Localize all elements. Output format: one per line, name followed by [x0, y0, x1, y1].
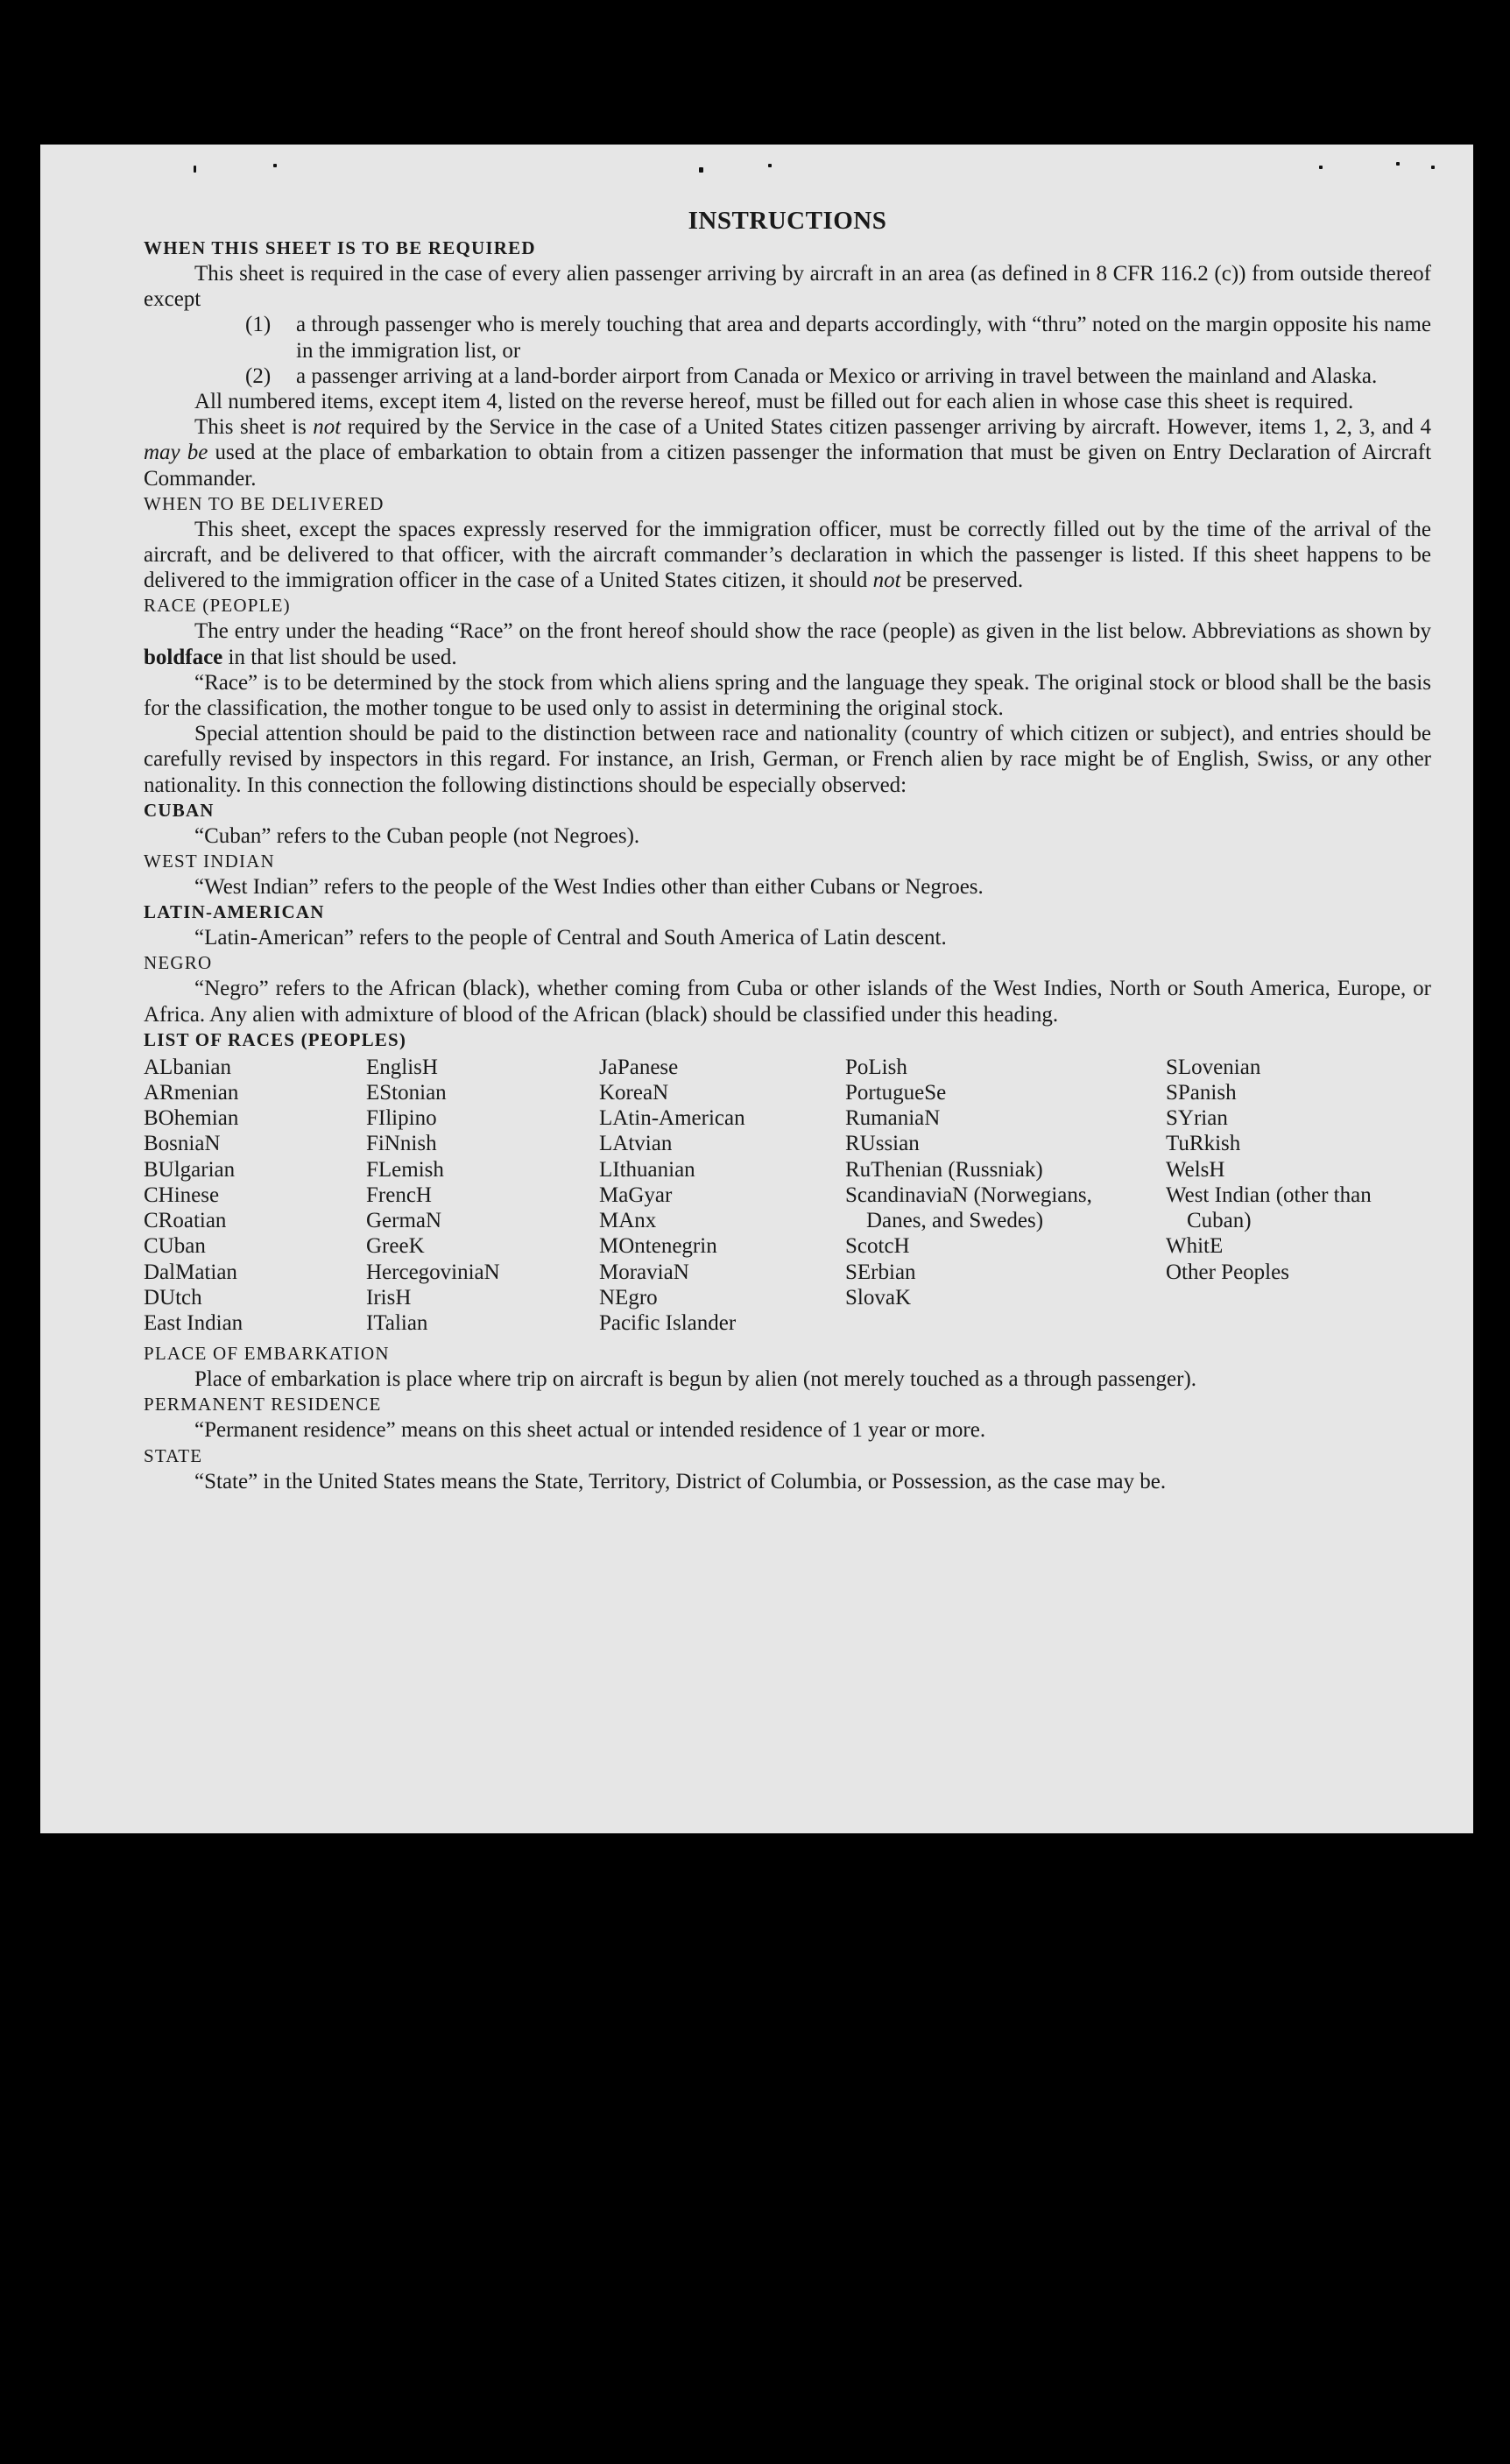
race-entry: RumaniaN — [845, 1106, 941, 1131]
race-entry: BUlgarian — [144, 1157, 236, 1182]
numbered-items-paragraph: All numbered items, except item 4, listed on the reverse hereof, must be filled out for each alien in whose case this sheet is required. — [194, 390, 1354, 414]
text-run: in that list should be used. — [222, 645, 457, 669]
race-entry: LAtvian — [599, 1132, 673, 1156]
race-entry: IrisH — [366, 1285, 412, 1310]
race-entry: Pacific Islander — [599, 1310, 737, 1335]
page-title: INSTRUCTIONS — [688, 207, 887, 235]
race-entry: ARmenian — [144, 1081, 239, 1105]
race-entry: WhitE — [1166, 1234, 1224, 1259]
item-text: a passenger arriving at a land-border airport from Canada or Mexico or arriving in travel between the mainland and Alaska. — [296, 364, 1378, 388]
race-entry: PortugueSe — [845, 1081, 947, 1105]
item-number: (1) — [245, 313, 272, 337]
heading-race: RACE (PEOPLE) — [144, 595, 291, 617]
bold-word: boldface — [144, 645, 223, 669]
races-column-5 — [1166, 1055, 1431, 1336]
race-entry: FIlipino — [366, 1106, 437, 1131]
heading-state: STATE — [144, 1444, 203, 1466]
state-text: “State” in the United States means the State, Territory, District of Columbia, or Possession, as the case may be. — [194, 1469, 1167, 1493]
race-entry: FiNnish — [366, 1132, 437, 1156]
race-entry: HercegoviniaN — [366, 1260, 500, 1284]
race-entry: MaGyar — [599, 1183, 673, 1207]
race-entry: SLovenian — [1166, 1055, 1261, 1079]
heading-west-indian: WEST INDIAN — [144, 851, 275, 872]
heading-when-delivered: WHEN TO BE DELIVERED — [144, 492, 385, 514]
race-entry: FLemish — [366, 1157, 444, 1182]
race-entry: DUtch — [144, 1285, 202, 1310]
race-entry: CRoatian — [144, 1209, 227, 1233]
race-entry: JaPanese — [599, 1055, 679, 1079]
race-entry: EnglisH — [366, 1055, 438, 1079]
item-number: (2) — [245, 364, 272, 388]
text-run: The entry under the heading “Race” on the front hereof should show the race (people) as given in the list below. Abbreviations as shown by — [194, 619, 1431, 644]
race-entry: Other Peoples — [1166, 1260, 1289, 1284]
race-entry: GermaN — [366, 1209, 442, 1233]
race-entry: WelsH — [1166, 1157, 1225, 1182]
heading-list-of-races: LIST OF RACES (PEOPLES) — [144, 1028, 407, 1050]
race-paragraph-3: Special attention should be paid to the distinction between race and nationality (country of which citizen or subject), and entries should be carefully revised by inspectors in this regard. For instance, an Irish, German, or French alien by race might be of English, Swiss, or any other nationality. In this connection the following distinctions should be especially observed: — [144, 722, 1431, 797]
race-entry: MoraviaN — [599, 1260, 689, 1284]
residence-text: “Permanent residence” means on this sheet actual or intended residence of 1 year or more. — [194, 1418, 986, 1443]
item-text: a through passenger who is merely touching that area and departs accordingly, with “thru” noted on the margin opposite his name in the immigration list, or — [296, 313, 1431, 363]
latin-american-text: “Latin-American” refers to the people of Central and South America of Latin descent. — [194, 926, 947, 950]
text-run: This sheet is — [194, 415, 314, 440]
heading-cuban: CUBAN — [144, 799, 215, 821]
races-list — [144, 1055, 1431, 1336]
embarkation-text: Place of embarkation is place where trip on aircraft is begun by alien (not merely touched as a through passenger). — [194, 1367, 1197, 1392]
race-entry: MOntenegrin — [599, 1234, 717, 1259]
text-run: be preserved. — [900, 568, 1024, 593]
heading-latin-american: LATIN-AMERICAN — [144, 901, 325, 923]
race-entry: LIthuanian — [599, 1157, 695, 1182]
race-entry: CUban — [144, 1234, 206, 1259]
races-column-3 — [599, 1055, 845, 1336]
race-entry: CHinese — [144, 1183, 220, 1207]
race-entry: KoreaN — [599, 1081, 669, 1105]
race-entry: TuRkish — [1166, 1132, 1241, 1156]
races-column-1 — [144, 1055, 366, 1336]
races-column-2 — [366, 1055, 599, 1336]
race-entry: East Indian — [144, 1310, 243, 1335]
negro-text: “Negro” refers to the African (black), whether coming from Cuba or other islands of the West Indies, North or South America, Europe, or Africa. Any alien with admixture of blood of the African (black) should be classified under this heading. — [144, 977, 1431, 1027]
race-entry: EStonian — [366, 1081, 447, 1105]
document-sheet — [40, 145, 1473, 1833]
race-paragraph-2: “Race” is to be determined by the stock from which aliens spring and the language they speak. The original stock or blood shall be the basis for the classification, the mother tongue to be used only to assist in determining the original stock. — [144, 670, 1431, 721]
race-entry: ScotcH — [845, 1234, 910, 1259]
race-entry: BOhemian — [144, 1106, 239, 1131]
race-entry: ALbanian — [144, 1055, 231, 1079]
race-entry: SYrian — [1166, 1106, 1228, 1131]
races-column-4 — [845, 1055, 1166, 1336]
italic-may-be: may be — [144, 441, 208, 465]
race-entry: BosniaN — [144, 1132, 221, 1156]
heading-when-required: WHEN THIS SHEET IS TO BE REQUIRED — [144, 237, 536, 258]
race-entry: RuThenian (Russniak) — [845, 1157, 1043, 1182]
delivery-paragraph — [144, 517, 1431, 594]
race-entry: SlovaK — [845, 1285, 911, 1310]
citizen-paragraph — [144, 414, 1431, 491]
race-entry: ScandinaviaN (Norwegians, Danes, and Swedes) — [845, 1183, 1092, 1233]
italic-not: not — [872, 568, 901, 593]
race-entry: SPanish — [1166, 1081, 1237, 1105]
race-entry: GreeK — [366, 1234, 425, 1259]
race-entry: MAnx — [599, 1209, 657, 1233]
text-run: This sheet, except the spaces expressly reserved for the immigration officer, must be correctly filled out by the time of the arrival of the aircraft, and be delivered to that officer, with the aircraft commander’s declaration in which the passenger is listed. If this sheet happens to be delivered to the immigration officer in the case of a United States citizen, it should — [144, 517, 1431, 593]
race-entry: NEgro — [599, 1285, 658, 1310]
heading-negro: NEGRO — [144, 952, 213, 974]
when-required-intro: This sheet is required in the case of every alien passenger arriving by aircraft in an area (as defined in 8 CFR 116.2 (c)) from outside thereof except — [144, 262, 1431, 312]
heading-permanent-residence: PERMANENT RESIDENCE — [144, 1394, 382, 1416]
exception-item-1 — [144, 312, 1431, 363]
race-entry: ITalian — [366, 1310, 428, 1335]
race-entry: SErbian — [845, 1260, 916, 1284]
west-indian-text: “West Indian” refers to the people of the West Indies other than either Cubans or Negroes. — [194, 875, 984, 900]
text-run: required by the Service in the case of a United States citizen passenger arriving by aircraft. However, items 1, 2, 3, and 4 — [341, 415, 1431, 440]
race-entry: West Indian (other than Cuban) — [1166, 1183, 1372, 1233]
race-entry: DalMatian — [144, 1260, 237, 1284]
race-entry: PoLish — [845, 1055, 907, 1079]
exception-item-2 — [144, 364, 1431, 389]
race-entry: FrencH — [366, 1183, 432, 1207]
race-entry: RUssian — [845, 1132, 920, 1156]
text-run: used at the place of embarkation to obtain from a citizen passenger the information that must be given on Entry Declaration of Aircraft Commander. — [144, 441, 1432, 491]
race-paragraph-1 — [144, 618, 1431, 669]
race-entry: LAtin-American — [599, 1106, 745, 1131]
italic-not: not — [313, 415, 342, 440]
heading-embarkation: PLACE OF EMBARKATION — [144, 1343, 390, 1365]
cuban-text: “Cuban” refers to the Cuban people (not Negroes). — [194, 823, 640, 848]
instructions-content — [144, 206, 1431, 1494]
